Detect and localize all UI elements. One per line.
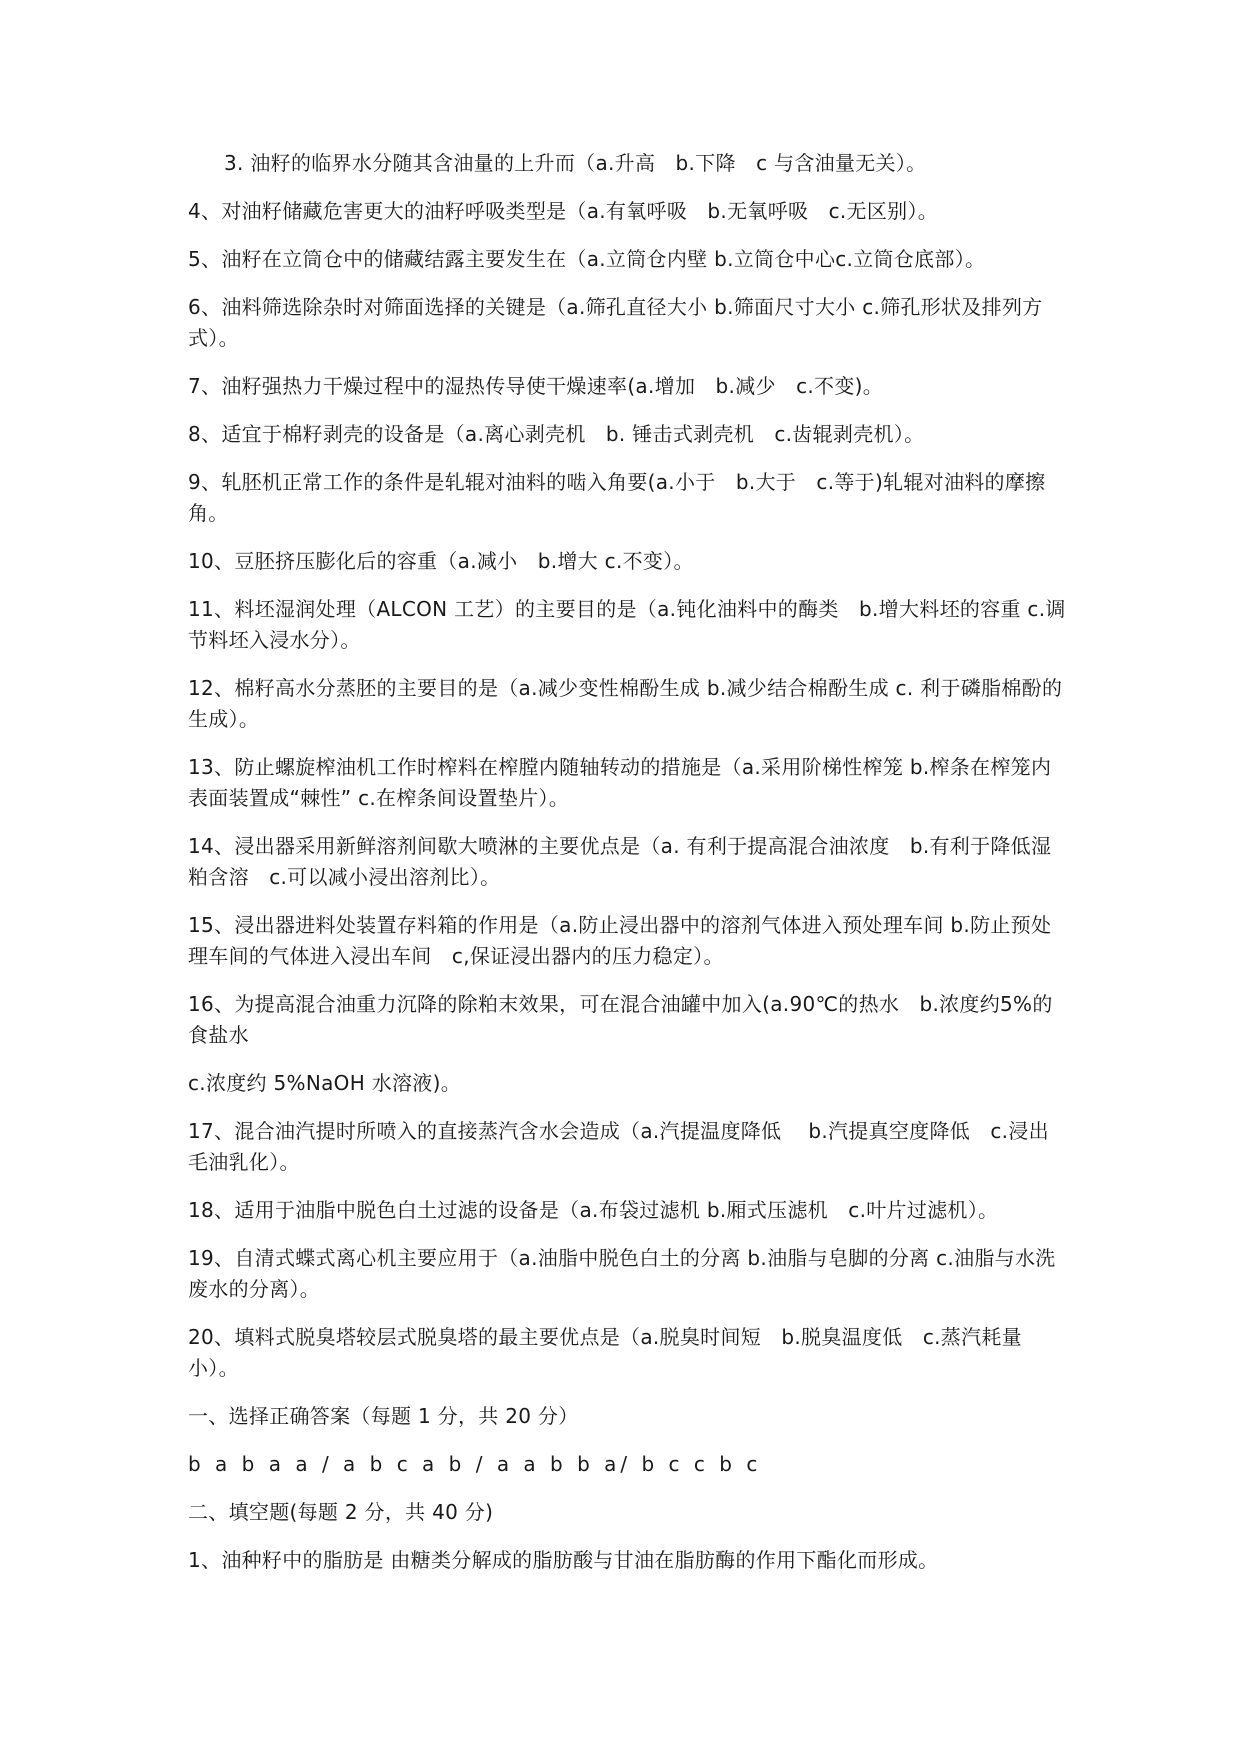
question-5: 5、油籽在立筒仓中的储藏结露主要发生在（a.立筒仓内壁 b.立筒仓中心c.立筒仓底部）。 <box>188 247 986 271</box>
question-19: 19、自清式蝶式离心机主要应用于（a.油脂中脱色白土的分离 b.油脂与皂脚的分离 c.油脂与水洗废水的分离）。 <box>188 1246 1056 1301</box>
question-14: 14、浸出器采用新鲜溶剂间歇大喷淋的主要优点是（a. 有利于提高混合油浓度 b.有利于降低湿粕含溶 c.可以减小浸出溶剂比）。 <box>188 834 1052 889</box>
answer-key: b a b a a / a b c a b / a a b b a/ b c c b c <box>188 1452 762 1476</box>
section-2-title: 二、填空题(每题 2 分，共 40 分) <box>188 1500 494 1524</box>
question-17: 17、混合油汽提时所喷入的直接蒸汽含水会造成（a.汽提温度降低 b.汽提真空度降低 c.浸出毛油乳化）。 <box>188 1119 1049 1174</box>
question-13: 13、防止螺旋榨油机工作时榨料在榨膛内随轴转动的措施是（a.采用阶梯性榨笼 b.榨条在榨笼内表面装置成“棘性” c.在榨条间设置垫片）。 <box>188 755 1052 810</box>
question-16: 16、为提高混合油重力沉降的除粕末效果，可在混合油罐中加入(a.90℃的热水 b.浓度约5%的食盐水 <box>188 992 1053 1047</box>
question-12: 12、棉籽高水分蒸胚的主要目的是（a.减少变性棉酚生成 b.减少结合棉酚生成 c. 利于磷脂棉酚的生成）。 <box>188 676 1063 731</box>
section-1-title: 一、选择正确答案（每题 1 分，共 20 分） <box>188 1404 579 1428</box>
question-11: 11、料坯湿润处理（ALCON 工艺）的主要目的是（a.钝化油料中的酶类 b.增大料坯的容重 c.调节料坯入浸水分）。 <box>188 597 1066 652</box>
question-4: 4、对油籽储藏危害更大的油籽呼吸类型是（a.有氧呼吸 b.无氧呼吸 c.无区别）。 <box>188 199 939 223</box>
question-8: 8、适宜于棉籽剥壳的设备是（a.离心剥壳机 b. 锤击式剥壳机 c.齿辊剥壳机）。 <box>188 422 925 446</box>
fill-in-question-1: 1、油种籽中的脂肪是 由糖类分解成的脂肪酸与甘油在脂肪酶的作用下酯化而形成。 <box>188 1548 939 1572</box>
question-10: 10、豆胚挤压膨化后的容重（a.减小 b.增大 c.不变）。 <box>188 549 694 573</box>
question-20: 20、填料式脱臭塔较层式脱臭塔的最主要优点是（a.脱臭时间短 b.脱臭温度低 c.蒸汽耗量小）。 <box>188 1325 1022 1380</box>
question-6: 6、油料筛选除杂时对筛面选择的关键是（a.筛孔直径大小 b.筛面尺寸大小 c.筛孔形状及排列方式）。 <box>188 295 1043 350</box>
question-7: 7、油籽强热力干燥过程中的湿热传导使干燥速率(a.增加 b.减少 c.不变)。 <box>188 374 884 398</box>
question-18: 18、适用于油脂中脱色白土过滤的设备是（a.布袋过滤机 b.厢式压滤机 c.叶片过滤机）。 <box>188 1198 999 1222</box>
question-3: 3. 油籽的临界水分随其含油量的上升而（a.升高 b.下降 c 与含油量无关）。 <box>224 151 927 175</box>
question-16-continued: c.浓度约 5%NaOH 水溶液)。 <box>188 1071 461 1095</box>
question-15: 15、浸出器进料处装置存料箱的作用是（a.防止浸出器中的溶剂气体进入预处理车间 b.防止预处理车间的气体进入浸出车间 c,保证浸出器内的压力稳定）。 <box>188 913 1052 968</box>
document-body <box>188 148 1068 1593</box>
question-9: 9、轧胚机正常工作的条件是轧辊对油料的啮入角要(a.小于 b.大于 c.等于)轧辊对油料的摩擦角。 <box>188 470 1046 525</box>
